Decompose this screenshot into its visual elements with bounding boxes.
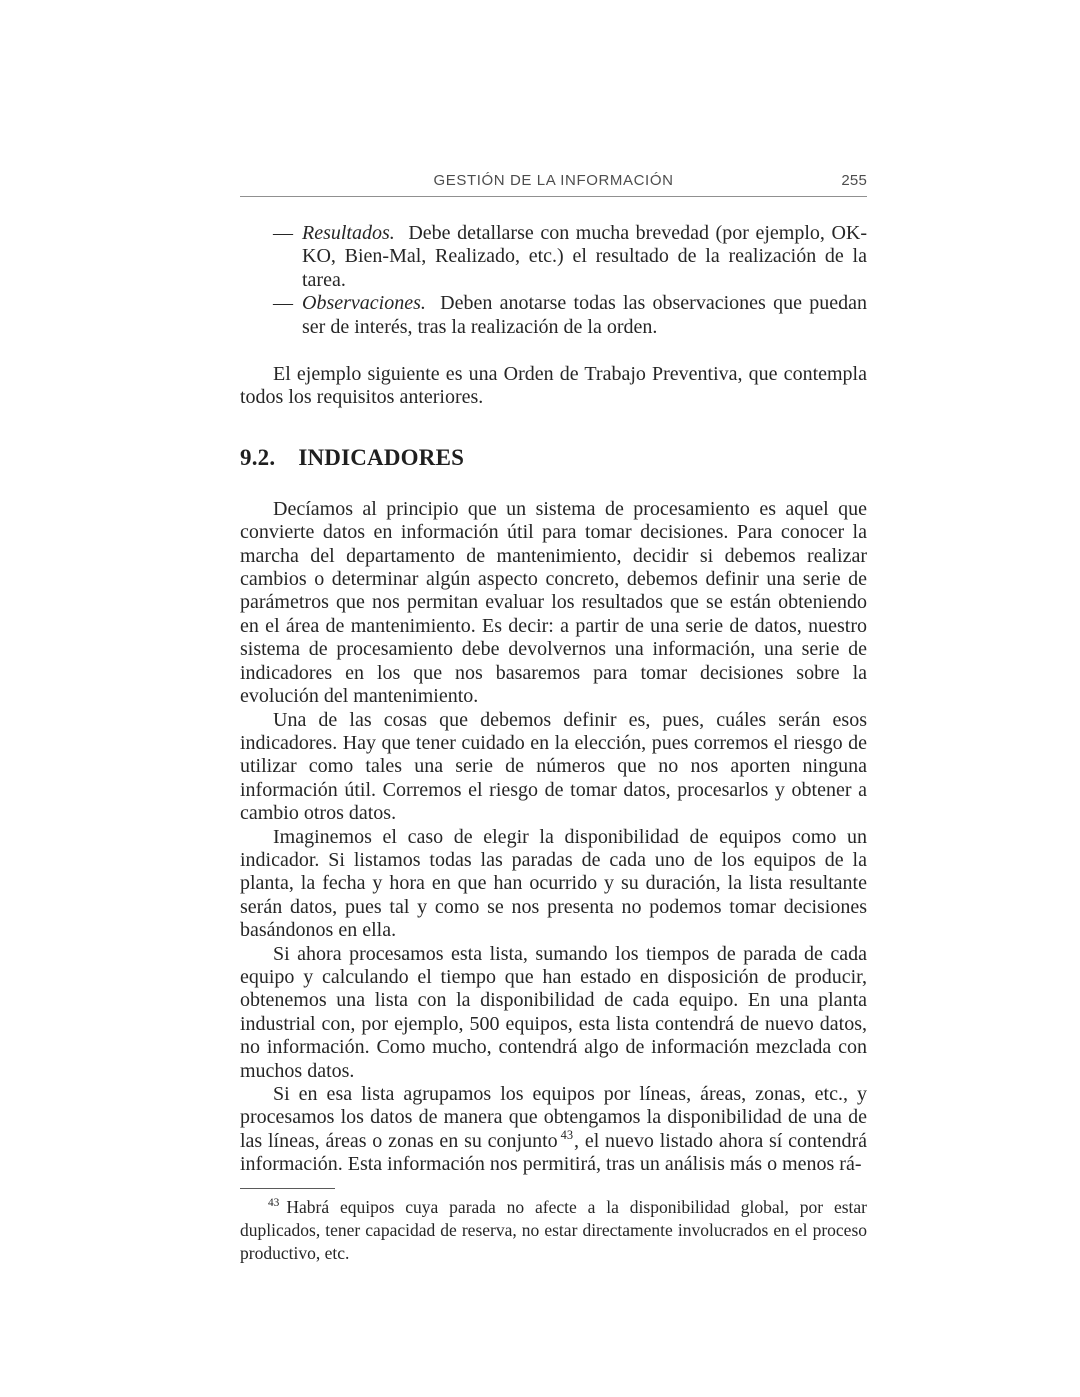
- paragraph-2: Una de las cosas que debemos definir es, pues, cuáles serán esos indicadores. Hay que tener cuidado en la elección, pues corremos el riesgo de utilizar como tales una serie de números que no nos aporten ninguna información útil. Corremos el riesgo de tomar datos, procesarlos y obtener a cambio otros datos.: [240, 708, 867, 825]
- footnote-separator: [240, 1188, 335, 1189]
- list-dash: —: [273, 222, 293, 244]
- footnote-marker: 43: [268, 1196, 280, 1209]
- lead-paragraph: El ejemplo siguiente es una Orden de Trabajo Preventiva, que contempla todos los requisitos anteriores.: [240, 363, 867, 409]
- list-item-text: [302, 222, 867, 292]
- section-title: INDICADORES: [298, 444, 465, 470]
- list-item-term: Observaciones.: [302, 292, 426, 315]
- list-dash: —: [273, 292, 293, 315]
- list-item-term: Resultados.: [302, 222, 395, 244]
- paragraph-5-after-ref: , el nuevo listado ahora sí contendrá información. Esta información nos permitirá, tras un análisis más o menos rá-: [240, 1129, 867, 1176]
- paragraph-3: Imaginemos el caso de elegir la disponibilidad de equipos como un indicador. Si listamos todas las paradas de cada uno de los equipos de la planta, la fecha y hora en que han ocurrido y su duración, la lista resultante serán datos, pues tal y como se nos presenta no podemos tomar decisiones basándonos en ella.: [240, 825, 867, 942]
- page-number: 255: [841, 172, 867, 189]
- section-number: 9.2.: [240, 444, 276, 470]
- list-item-resultados: [240, 222, 867, 292]
- definition-list: [240, 222, 867, 339]
- running-head: [240, 172, 867, 189]
- paragraph-4: Si ahora procesamos esta lista, sumando los tiempos de parada de cada equipo y calculando el tiempo que han estado en disposición de producir, obtenemos una lista con la disponibilidad de cada equipo. En una planta industrial con, por ejemplo, 500 equipos, esta lista contendrá de nuevo datos, no información. Como mucho, contendrá algo de información mezclada con muchos datos.: [240, 942, 867, 1082]
- footnote-text: Habrá equipos cuya parada no afecte a la disponibilidad global, por estar duplicados, tener capacidad de reserva, no estar directamente involucrados en el proceso productivo, etc.: [240, 1196, 867, 1263]
- running-head-title: GESTIÓN DE LA INFORMACIÓN: [433, 172, 674, 189]
- list-item-body: Debe detallarse con mucha brevedad (por ejemplo, OK-KO, Bien-Mal, Realizado, etc.) el resultado de la realización de la tarea.: [302, 222, 867, 291]
- list-item-body: Deben anotarse todas las observaciones que puedan ser de interés, tras la realización de la orden.: [302, 292, 867, 338]
- paragraph-5: [240, 1083, 867, 1177]
- section-heading: [240, 445, 867, 471]
- paragraph-1: Decíamos al principio que un sistema de procesamiento es aquel que convierte datos en información útil para tomar decisiones. Para conocer la marcha del departamento de mantenimiento, decidir si debemos realizar cambios o determinar algún aspecto concreto, debemos definir una serie de parámetros que nos permitan evaluar los resultados que se están obteniendo en el área de mantenimiento. Es decir: a partir de una serie de datos, nuestro sistema de procesamiento debe devolvernos una información, una serie de indicadores en los que nos basaremos para tomar decisiones sobre la evolución del mantenimiento.: [240, 497, 867, 708]
- list-item-observaciones: [240, 292, 867, 339]
- footnote: [240, 1196, 867, 1265]
- footnote-reference: 43: [560, 1128, 574, 1143]
- page-content: [240, 172, 867, 1265]
- header-rule: [240, 196, 867, 197]
- list-item-text: [302, 292, 867, 339]
- paragraph-5-before-ref: Si en esa lista agrupamos los equipos por líneas, áreas, zonas, etc., y procesamos los datos de manera que obtengamos la disponibilidad de una de las líneas, áreas o zonas en su conjunto: [240, 1083, 867, 1152]
